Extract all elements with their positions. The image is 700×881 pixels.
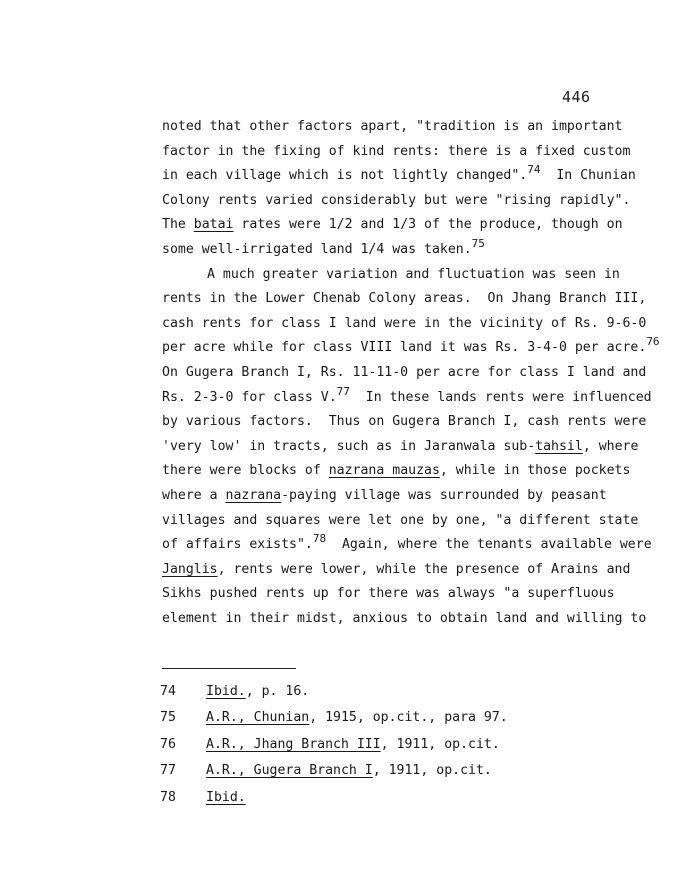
text-run: some well-irrigated land 1/4 was taken. xyxy=(162,241,472,257)
text-run: rates were 1/2 and 1/3 of the produce, though on xyxy=(233,217,623,233)
footnote-marker: 75 xyxy=(471,236,485,250)
text-line xyxy=(162,189,682,214)
text-run: by various factors. Thus on Gugera Branch I, cash rents were xyxy=(162,414,647,430)
text-run: Rs. 2-3-0 for class V. xyxy=(162,389,337,405)
text-run: villages and squares were let one by one, "a different state xyxy=(162,512,639,528)
text-run: Again, where the tenants available were xyxy=(326,537,652,553)
text-line xyxy=(162,312,682,337)
footnote xyxy=(160,732,508,758)
text-line xyxy=(162,361,682,386)
citation-title: Ibid. xyxy=(206,684,246,699)
footnote-text xyxy=(206,758,492,784)
footnote-number: 76 xyxy=(160,736,176,752)
text-run: where a xyxy=(162,487,226,503)
body-text xyxy=(162,115,682,631)
citation-detail: , 1911, op.cit. xyxy=(380,736,500,752)
citation-title: A.R., Gugera Branch I xyxy=(206,763,373,779)
text-line xyxy=(162,386,682,411)
text-line xyxy=(162,459,682,484)
emphasized-term: batai xyxy=(193,217,234,233)
footnote-marker: 74 xyxy=(527,163,541,177)
citation-detail: , 1911, op.cit. xyxy=(372,763,492,779)
footnote-separator xyxy=(162,668,296,669)
text-line xyxy=(162,533,682,558)
footnote-text xyxy=(206,705,508,731)
text-run: noted that other factors apart, "tradition is an important xyxy=(162,119,623,134)
text-run: , rents were lower, while the presence of Arains and xyxy=(217,561,631,577)
footnotes xyxy=(160,679,508,811)
emphasized-term: nazrana mauzas xyxy=(328,463,440,479)
text-run: in each village which is not lightly changed". xyxy=(162,168,528,184)
text-run: The xyxy=(162,217,194,233)
page-number: 446 xyxy=(562,88,591,106)
text-run: In Chunian xyxy=(540,168,636,184)
text-run: Colony rents varied considerably but were "rising rapidly". xyxy=(162,192,631,208)
footnote-text xyxy=(206,785,246,811)
text-line xyxy=(162,558,682,583)
text-run: rents in the Lower Chenab Colony areas. On Jhang Branch III, xyxy=(162,291,647,307)
text-line xyxy=(162,263,682,288)
text-run: -paying village was surrounded by peasant xyxy=(281,487,607,503)
footnote xyxy=(160,785,508,811)
footnote-text xyxy=(206,679,309,705)
text-line xyxy=(162,410,682,435)
footnote xyxy=(160,679,508,705)
footnote-marker: 77 xyxy=(336,384,350,398)
footnote xyxy=(160,705,508,731)
footnote-marker: 78 xyxy=(312,532,327,546)
text-line xyxy=(162,287,682,312)
text-run: 'very low' in tracts, such as in Jaranwala sub- xyxy=(162,438,536,454)
text-run: factor in the fixing of kind rents: there is a fixed custom xyxy=(162,143,631,159)
text-line xyxy=(162,213,682,238)
text-line xyxy=(162,484,682,509)
text-line xyxy=(162,509,682,534)
text-run: cash rents for class I land were in the vicinity of Rs. 9-6-0 xyxy=(162,315,647,331)
footnote-number: 75 xyxy=(160,710,176,726)
text-run: A much greater variation and fluctuation was seen in xyxy=(207,266,620,282)
emphasized-term: nazrana xyxy=(225,487,282,503)
footnote-number: 78 xyxy=(160,789,176,805)
emphasized-term: Janglis xyxy=(162,561,218,577)
text-line xyxy=(162,336,682,361)
emphasized-term: tahsil xyxy=(535,438,583,454)
text-run: In these lands rents were influenced xyxy=(349,389,652,405)
text-line xyxy=(162,607,682,632)
text-run: On Gugera Branch I, Rs. 11-11-0 per acre for class I land and xyxy=(162,364,647,380)
text-line xyxy=(162,115,682,140)
citation-detail: , 1915, op.cit., para 97. xyxy=(309,710,508,726)
text-line xyxy=(162,435,682,460)
text-run: per acre while for class VIII land it was Rs. 3-4-0 per acre. xyxy=(162,340,647,356)
citation-title: A.R., Jhang Branch III xyxy=(206,736,381,752)
text-line xyxy=(162,164,682,189)
text-run: , where xyxy=(582,438,639,454)
footnote-marker: 76 xyxy=(646,335,660,349)
footnote-text xyxy=(206,732,500,758)
text-run: there were blocks of xyxy=(162,463,329,479)
text-run: element in their midst, anxious to obtain land and willing to xyxy=(162,610,647,626)
footnote-number: 77 xyxy=(160,763,176,779)
text-run: , while in those pockets xyxy=(439,463,631,479)
citation-title: A.R., Chunian xyxy=(206,710,310,726)
text-run: Sikhs pushed rents up for there was always "a superfluous xyxy=(162,586,615,602)
text-line xyxy=(162,140,682,165)
citation-detail: , p. 16. xyxy=(245,684,310,699)
text-run: of affairs exists". xyxy=(162,537,313,553)
text-line xyxy=(162,238,682,263)
text-line xyxy=(162,582,682,607)
citation-title: Ibid. xyxy=(206,789,246,805)
footnote xyxy=(160,758,508,784)
footnote-number: 74 xyxy=(160,684,176,699)
